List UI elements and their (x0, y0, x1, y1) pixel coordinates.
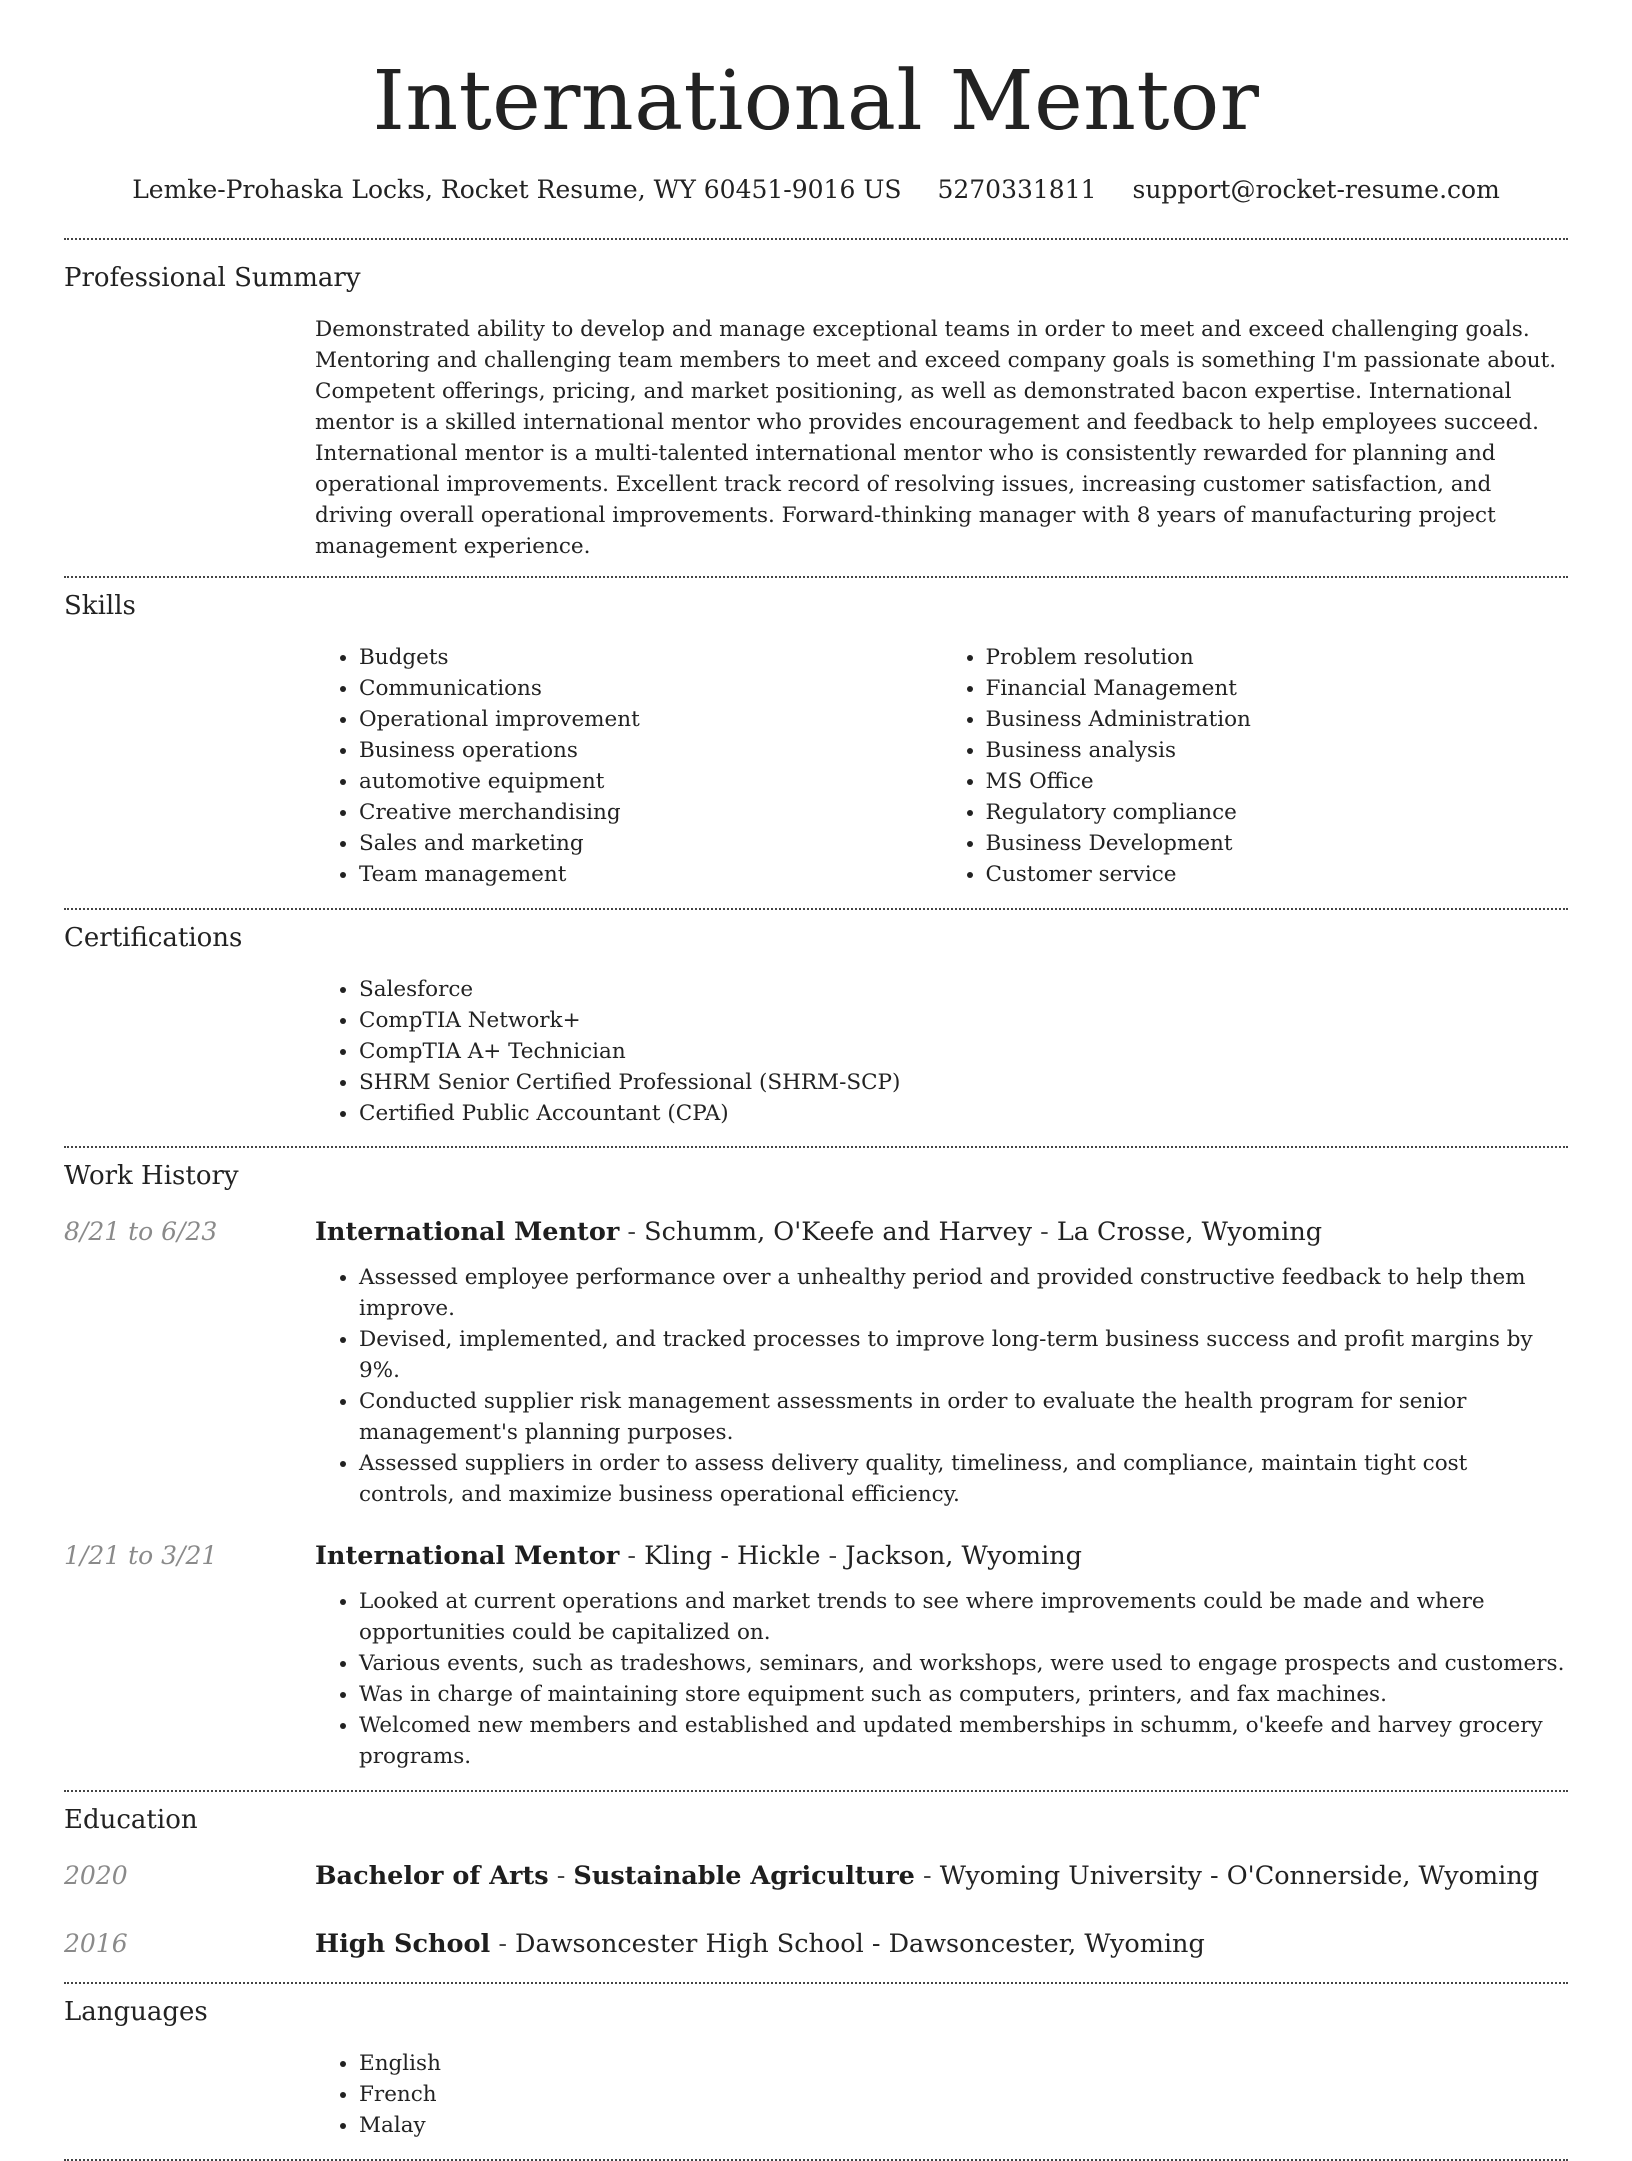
list-item: • Conducted supplier risk management assessments in order to evaluate the health program for senior management's planning purposes. (359, 1386, 1568, 1448)
list-item: • Operational improvement (359, 704, 942, 735)
education-school: Dawsoncester High School - Dawsoncester, Wyoming (515, 1929, 1205, 1959)
skills-list-right (942, 642, 1569, 890)
list-item: • Team management (359, 859, 942, 890)
education-field: Sustainable Agriculture (573, 1861, 915, 1891)
list-item: • Regulatory compliance (986, 797, 1569, 828)
list-item: • CompTIA A+ Technician (359, 1036, 1568, 1067)
separator: - (619, 1541, 645, 1571)
resume-name: International Mentor (372, 54, 1260, 149)
languages-title: Languages (64, 1997, 208, 2027)
work-section (64, 1148, 1568, 1772)
list-item: • Assessed suppliers in order to assess delivery quality, timeliness, and compliance, maintain tight cost controls, and maximize business operational efficiency. (359, 1448, 1568, 1510)
summary-title: Professional Summary (64, 263, 361, 293)
job-heading (315, 1214, 1568, 1250)
separator: - (548, 1861, 574, 1891)
list-item: • Assessed employee performance over a unhealthy period and provided constructive feedback to help them improve. (359, 1262, 1568, 1324)
languages-list (315, 2048, 1568, 2141)
job-bullets (315, 1586, 1568, 1772)
list-item: • Business Development (986, 828, 1569, 859)
education-degree: Bachelor of Arts (315, 1861, 549, 1891)
work-title: Work History (64, 1161, 239, 1191)
certifications-section (64, 910, 1568, 1129)
education-entry (64, 1858, 1568, 1894)
contact-email: support@rocket-resume.com (1132, 175, 1500, 204)
list-item: • French (359, 2079, 1568, 2110)
job-date: 1/21 to 3/21 (64, 1541, 218, 1570)
list-item: • Business Administration (986, 704, 1569, 735)
separator: - (820, 1541, 846, 1571)
contact-phone: 5270331811 (937, 175, 1097, 204)
education-date: 2020 (64, 1861, 128, 1890)
job-company: Kling - Hickle (644, 1541, 821, 1571)
list-item: • Budgets (359, 642, 942, 673)
summary-section (64, 240, 1568, 562)
list-item: • Welcomed new members and established and updated memberships in schumm, o'keefe and harvey grocery programs. (359, 1710, 1568, 1772)
education-title: Education (64, 1805, 198, 1835)
contact-address: Lemke-Prohaska Locks, Rocket Resume, WY 60451-9016 US (132, 175, 902, 204)
education-heading (315, 1858, 1568, 1894)
list-item: • Customer service (986, 859, 1569, 890)
job-heading (315, 1538, 1568, 1574)
education-school: Wyoming University - O'Connerside, Wyoming (939, 1861, 1540, 1891)
list-item: • Business analysis (986, 735, 1569, 766)
job-entry (64, 1214, 1568, 1510)
skills-list-left (315, 642, 942, 890)
skills-section (64, 578, 1568, 890)
list-item: • MS Office (986, 766, 1569, 797)
certifications-list (315, 974, 1568, 1129)
education-heading (315, 1926, 1568, 1962)
certifications-title: Certifications (64, 923, 243, 953)
education-date: 2016 (64, 1929, 128, 1958)
list-item: • Creative merchandising (359, 797, 942, 828)
list-item: • Financial Management (986, 673, 1569, 704)
education-entry (64, 1926, 1568, 1962)
list-item: • Business operations (359, 735, 942, 766)
list-item: • English (359, 2048, 1568, 2079)
list-item: • Certified Public Accountant (CPA) (359, 1098, 1568, 1129)
job-role: International Mentor (315, 1217, 620, 1247)
list-item: • Problem resolution (986, 642, 1569, 673)
separator: - (914, 1861, 940, 1891)
job-company: Schumm, O'Keefe and Harvey (644, 1217, 1032, 1247)
skills-title: Skills (64, 591, 136, 621)
summary-text: Demonstrated ability to develop and manage exceptional teams in order to meet and exceed challenging goals. Mentoring and challenging team members to meet and exceed company goals is something I'm passionate about. Competent offerings, pricing, and market positioning, as well as demonstrated bacon expertise. International mentor is a skilled international mentor who provides encouragement and feedback to help employees succeed. International mentor is a multi-talented international mentor who is consistently rewarded for planning and operational improvements. Excellent track record of resolving issues, increasing customer satisfaction, and driving overall operational improvements. Forward-thinking manager with 8 years of manufacturing project management experience. (315, 317, 1557, 559)
separator: - (619, 1217, 645, 1247)
separator: - (1031, 1217, 1057, 1247)
job-date: 8/21 to 6/23 (64, 1217, 218, 1246)
job-location: La Crosse, Wyoming (1056, 1217, 1323, 1247)
education-section (64, 1792, 1568, 1962)
languages-section (64, 1984, 1568, 2141)
list-item: • Was in charge of maintaining store equipment such as computers, printers, and fax machines. (359, 1679, 1568, 1710)
job-entry (64, 1538, 1568, 1772)
education-degree: High School (315, 1929, 491, 1959)
list-item: • Looked at current operations and market trends to see where improvements could be made and where opportunities could be capitalized on. (359, 1586, 1568, 1648)
list-item: • CompTIA Network+ (359, 1005, 1568, 1036)
list-item: • Salesforce (359, 974, 1568, 1005)
separator: - (490, 1929, 516, 1959)
list-item: • Malay (359, 2110, 1568, 2141)
list-item: • Various events, such as tradeshows, seminars, and workshops, were used to engage prospects and customers. (359, 1648, 1568, 1679)
list-item: • Communications (359, 673, 942, 704)
job-location: Jackson, Wyoming (845, 1541, 1082, 1571)
list-item: • automotive equipment (359, 766, 942, 797)
contact-line (64, 172, 1568, 208)
list-item: • SHRM Senior Certified Professional (SHRM-SCP) (359, 1067, 1568, 1098)
job-role: International Mentor (315, 1541, 620, 1571)
list-item: • Sales and marketing (359, 828, 942, 859)
job-bullets (315, 1262, 1568, 1510)
list-item: • Devised, implemented, and tracked processes to improve long-term business success and profit margins by 9%. (359, 1324, 1568, 1386)
